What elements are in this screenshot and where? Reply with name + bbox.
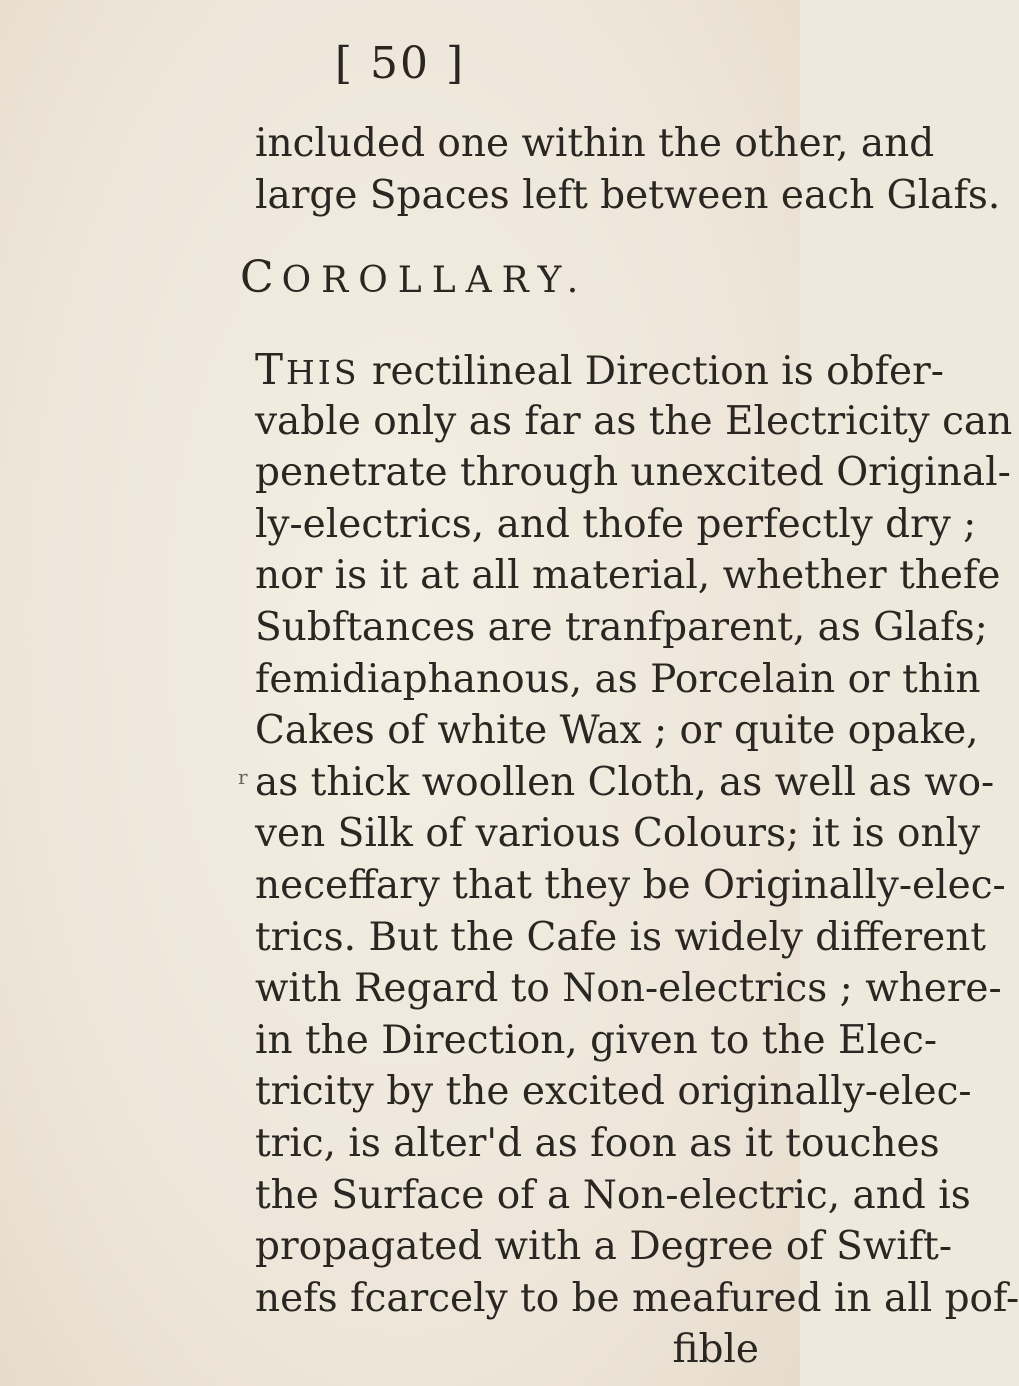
text-line-first	[255, 344, 944, 396]
text-line: the Surface of a Non-electric, and is	[255, 1172, 971, 1218]
text-line-last: fible	[672, 1327, 759, 1373]
text-line: Cakes of white Wax ; or quite opake,	[255, 708, 979, 754]
text-line: neceffary that they be Originally-elec-	[255, 862, 1006, 908]
text-line: ly-electrics, and thofe perfectly dry ;	[255, 501, 977, 547]
text-line: in the Direction, given to the Elec-	[255, 1017, 938, 1063]
carryover-text	[255, 118, 1001, 221]
text-line: vable only as far as the Electricity can	[255, 398, 1013, 444]
text-line: large Spaces left between each Glafs.	[255, 172, 1001, 218]
text-line: Subftances are tranfparent, as Glafs;	[255, 604, 988, 650]
body-text	[255, 344, 1019, 1376]
text-line: tric, is alter'd as foon as it touches	[255, 1120, 940, 1166]
text-line: propagated with a Degree of Swift-	[255, 1224, 953, 1270]
section-heading	[240, 252, 640, 303]
text-line: penetrate through unexcited Original-	[255, 450, 1011, 496]
heading-rest: OROLLARY.	[281, 260, 589, 301]
text-line: ven Silk of various Colours; it is only	[255, 811, 981, 857]
caps-rest: HIS	[286, 353, 360, 392]
text-line: nefs fcarcely to be meafured in all pof-	[255, 1275, 1019, 1321]
text-line: tricity by the excited originally-elec-	[255, 1069, 972, 1115]
text-line: as thick woollen Cloth, as well as wo-	[255, 759, 995, 805]
heading-initial: C	[240, 252, 282, 303]
page-number: [ 50 ]	[334, 38, 466, 89]
small-caps-word	[255, 345, 360, 394]
caps-first: T	[255, 345, 287, 394]
text-line: with Regard to Non-electrics ; where-	[255, 966, 1002, 1012]
first-line-rest: rectilineal Direction is obfer-	[359, 349, 944, 394]
text-line: trics. But the Cafe is widely different	[255, 914, 986, 960]
text-line: included one within the other, and	[255, 121, 935, 166]
text-line: femidiaphanous, as Porcelain or thin	[255, 656, 981, 702]
margin-mark: r	[238, 765, 248, 789]
text-line: nor is it at all material, whether thefe	[255, 553, 1001, 599]
